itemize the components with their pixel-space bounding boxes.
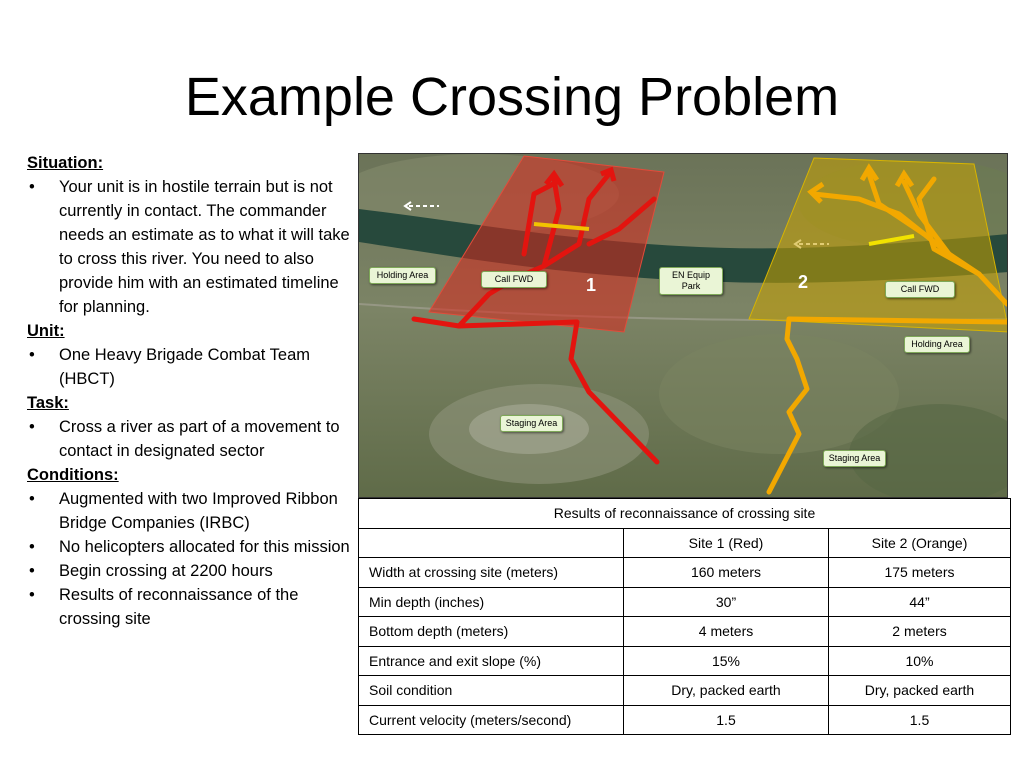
site1-value: 1.5 [624, 705, 829, 735]
site1-number: 1 [586, 275, 597, 295]
en-equip-park-label: EN Equip Park [659, 267, 723, 295]
site2-value: 175 meters [829, 558, 1011, 588]
crossing-site-map [358, 153, 1008, 498]
task-bullet: • Cross a river as part of a movement to contact in designated sector [27, 415, 352, 463]
site1-value: 30” [624, 587, 829, 617]
row-label: Current velocity (meters/second) [359, 705, 624, 735]
staging-area-label-left: Staging Area [500, 415, 563, 432]
unit-bullet: • One Heavy Brigade Combat Team (HBCT) [27, 343, 352, 391]
conditions-heading: Conditions: [27, 466, 119, 484]
conditions-bullet: • No helicopters allocated for this mission [27, 535, 352, 559]
row-label: Entrance and exit slope (%) [359, 646, 624, 676]
conditions-bullet: • Results of reconnaissance of the crossing site [27, 583, 352, 631]
site1-value: 4 meters [624, 617, 829, 647]
table-row [359, 558, 1011, 588]
table-header-row [359, 528, 1011, 558]
table-row [359, 587, 1011, 617]
row-label: Width at crossing site (meters) [359, 558, 624, 588]
unit-list [27, 343, 352, 391]
holding-area-label-left: Holding Area [369, 267, 436, 284]
site2-value: 10% [829, 646, 1011, 676]
task-list [27, 415, 352, 463]
site1-value: 160 meters [624, 558, 829, 588]
row-label: Bottom depth (meters) [359, 617, 624, 647]
table-header-cell: Site 1 (Red) [624, 528, 829, 558]
task-heading: Task: [27, 394, 69, 412]
table-row [359, 705, 1011, 735]
conditions-bullet: • Augmented with two Improved Ribbon Bridge Companies (IRBC) [27, 487, 352, 535]
recon-results-table [358, 498, 1011, 735]
row-label: Min depth (inches) [359, 587, 624, 617]
site2-value: 44” [829, 587, 1011, 617]
call-fwd-label-right: Call FWD [885, 281, 955, 298]
conditions-list [27, 487, 352, 631]
problem-description [27, 151, 352, 631]
site2-number: 2 [798, 272, 809, 292]
situation-bullet: • Your unit is in hostile terrain but is not currently in contact. The commander needs an estimate as to what it will take to cross this river. You need to also provide him with an estimated timeline for planning. [27, 175, 352, 319]
site2-value: 2 meters [829, 617, 1011, 647]
conditions-bullet: • Begin crossing at 2200 hours [27, 559, 352, 583]
site1-value: 15% [624, 646, 829, 676]
row-label: Soil condition [359, 676, 624, 706]
table-caption: Results of reconnaissance of crossing site [359, 499, 1011, 529]
site2-value: 1.5 [829, 705, 1011, 735]
situation-list [27, 175, 352, 319]
aerial-map-image [359, 154, 1008, 498]
holding-area-label-right: Holding Area [904, 336, 970, 353]
page-title: Example Crossing Problem [184, 67, 840, 127]
table-header-cell [359, 528, 624, 558]
unit-heading: Unit: [27, 322, 65, 340]
table-row [359, 646, 1011, 676]
site2-value: Dry, packed earth [829, 676, 1011, 706]
table-row [359, 617, 1011, 647]
staging-area-label-right: Staging Area [823, 450, 886, 467]
table-header-cell: Site 2 (Orange) [829, 528, 1011, 558]
table-caption-row [359, 499, 1011, 529]
site1-value: Dry, packed earth [624, 676, 829, 706]
situation-heading: Situation: [27, 154, 104, 172]
call-fwd-label-left: Call FWD [481, 271, 547, 288]
table-row [359, 676, 1011, 706]
